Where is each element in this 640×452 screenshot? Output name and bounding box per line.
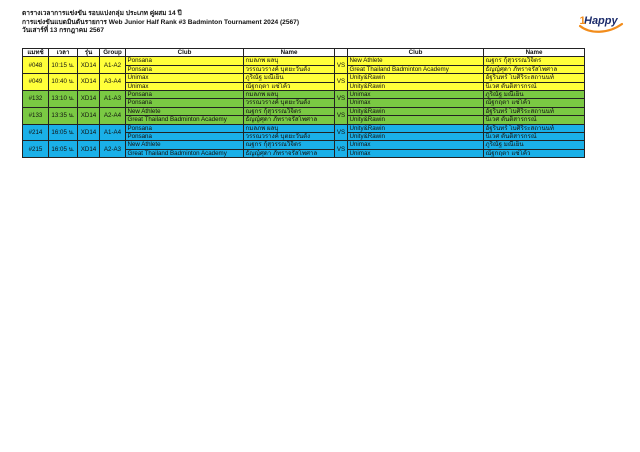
- left-club: Ponsana: [126, 65, 244, 73]
- right-player-name: ภูริณัฐ มณีเย็น: [484, 90, 585, 98]
- left-club: New Athlete: [126, 141, 244, 149]
- right-club: Unity&Rawin: [348, 74, 484, 82]
- left-club: Unimax: [126, 82, 244, 90]
- right-player-name: อัฐรินทร์ โบศิริระสถานนท์: [484, 107, 585, 115]
- right-club: Unity&Rawin: [348, 82, 484, 90]
- table-header-row: [23, 49, 585, 57]
- col-header-class: รุ่น: [78, 49, 100, 57]
- left-club: Ponsana: [126, 124, 244, 132]
- tournament-title: การแข่งขันแบดมินตันรายการ Web Junior Half Rank #3 Badminton Tournament 2024 (2567): [22, 18, 300, 26]
- col-header-club-right: Club: [348, 49, 484, 57]
- left-player-name: วรรณวรางค์ บุตยะวันตัง: [244, 132, 335, 140]
- right-club: Unimax: [348, 90, 484, 98]
- col-header-vs: [335, 49, 348, 57]
- right-player-name: ภูริณัฐ มณีเย็น: [484, 141, 585, 149]
- left-player-name: กมลภพ ผลบุ: [244, 90, 335, 98]
- match-group: A2-A4: [100, 107, 126, 124]
- left-club: Unimax: [126, 74, 244, 82]
- match-number: #049: [23, 74, 49, 91]
- match-number: #133: [23, 107, 49, 124]
- vs-label: VS: [335, 124, 348, 141]
- vs-label: VS: [335, 141, 348, 158]
- left-club: Ponsana: [126, 90, 244, 98]
- left-player-name: ธัญญ์ศุดา ภัทราจรัสโพศาล: [244, 149, 335, 157]
- schedule-title: ตารางเวลาการแข่งขัน รอบแบ่งกลุ่ม ประเภท คู่ผสม 14 ปี: [22, 10, 182, 17]
- match-class: XD14: [78, 141, 100, 158]
- event-date: วันเสาร์ที่ 13 กรกฎาคม 2567: [22, 27, 104, 35]
- vs-label: VS: [335, 90, 348, 107]
- table-row: [23, 90, 585, 98]
- match-class: XD14: [78, 74, 100, 91]
- left-club: Ponsana: [126, 99, 244, 107]
- match-class: XD14: [78, 124, 100, 141]
- document-header: [22, 10, 299, 36]
- left-player-name: ณัฐกฤตา แซ่โค้ว: [244, 82, 335, 90]
- right-player-name: นิเวศ ตันติสารกรณ์: [484, 132, 585, 140]
- match-class: XD14: [78, 107, 100, 124]
- vs-label: VS: [335, 57, 348, 74]
- match-number: #214: [23, 124, 49, 141]
- match-time: 16:05 น.: [49, 124, 78, 141]
- match-time: 13:35 น.: [49, 107, 78, 124]
- right-player-name: ณฐกร กุ้สุวรรณวิจิตร: [484, 57, 585, 65]
- table-row: [23, 124, 585, 132]
- match-group: A1-A2: [100, 57, 126, 74]
- right-player-name: อัฐรินทร์ โบศิริระสถานนท์: [484, 74, 585, 82]
- right-player-name: ณัฐกฤตา แซ่โค้ว: [484, 149, 585, 157]
- right-club: Unimax: [348, 149, 484, 157]
- vs-label: VS: [335, 74, 348, 91]
- col-header-group: Group: [100, 49, 126, 57]
- right-player-name: นิเวศ ตันติสารกรณ์: [484, 116, 585, 124]
- match-class: XD14: [78, 90, 100, 107]
- left-club: New Athlete: [126, 107, 244, 115]
- svg-text:1: 1: [579, 15, 586, 27]
- right-club: New Athlete: [348, 57, 484, 65]
- table-row: [23, 74, 585, 82]
- left-club: Ponsana: [126, 57, 244, 65]
- match-number: #132: [23, 90, 49, 107]
- table-row: [23, 141, 585, 149]
- col-header-name-right: Name: [484, 49, 585, 57]
- left-club: Great Thailand Badminton Academy: [126, 149, 244, 157]
- right-player-name: ณัฐกฤตา แซ่โค้ว: [484, 99, 585, 107]
- left-player-name: ณฐกร กุ้สุวรรณวิจิตร: [244, 107, 335, 115]
- left-player-name: ณฐกร กุ้สุวรรณวิจิตร: [244, 141, 335, 149]
- match-class: XD14: [78, 57, 100, 74]
- left-club: Ponsana: [126, 132, 244, 140]
- left-player-name: ภูริณัฐ มณีเย็น: [244, 74, 335, 82]
- match-time: 13:10 น.: [49, 90, 78, 107]
- left-club: Great Thailand Badminton Academy: [126, 116, 244, 124]
- match-time: 10:15 น.: [49, 57, 78, 74]
- left-player-name: วรรณวรางค์ บุตยะวันตัง: [244, 65, 335, 73]
- match-number: #215: [23, 141, 49, 158]
- match-group: A2-A3: [100, 141, 126, 158]
- table-row: [23, 57, 585, 65]
- right-club: Unity&Rawin: [348, 132, 484, 140]
- col-header-name-left: Name: [244, 49, 335, 57]
- right-player-name: นิเวศ ตันติสารกรณ์: [484, 82, 585, 90]
- happy-logo: [578, 8, 624, 36]
- table-row: [23, 107, 585, 115]
- col-header-time: เวลา: [49, 49, 78, 57]
- match-number: #048: [23, 57, 49, 74]
- right-player-name: อัฐรินทร์ โบศิริระสถานนท์: [484, 124, 585, 132]
- right-club: Unity&Rawin: [348, 124, 484, 132]
- logo-wordmark: Happy: [584, 15, 618, 27]
- right-club: Unity&Rawin: [348, 107, 484, 115]
- right-player-name: ธัญญ์ศุดา ภัทราจรัสโพศาล: [484, 65, 585, 73]
- match-time: 16:05 น.: [49, 141, 78, 158]
- match-group: A1-A4: [100, 124, 126, 141]
- left-player-name: วรรณวรางค์ บุตยะวันตัง: [244, 99, 335, 107]
- vs-label: VS: [335, 107, 348, 124]
- left-player-name: ธัญญ์ศุดา ภัทราจรัสโพศาล: [244, 116, 335, 124]
- match-time: 10:40 น.: [49, 74, 78, 91]
- match-group: A3-A4: [100, 74, 126, 91]
- left-player-name: กมลภพ ผลบุ: [244, 57, 335, 65]
- right-club: Unimax: [348, 99, 484, 107]
- col-header-club-left: Club: [126, 49, 244, 57]
- right-club: Great Thailand Badminton Academy: [348, 65, 484, 73]
- match-group: A1-A3: [100, 90, 126, 107]
- col-header-match: แมทช์: [23, 49, 49, 57]
- right-club: Unimax: [348, 141, 484, 149]
- right-club: Unity&Rawin: [348, 116, 484, 124]
- match-schedule-table: [22, 48, 585, 158]
- left-player-name: กมลภพ ผลบุ: [244, 124, 335, 132]
